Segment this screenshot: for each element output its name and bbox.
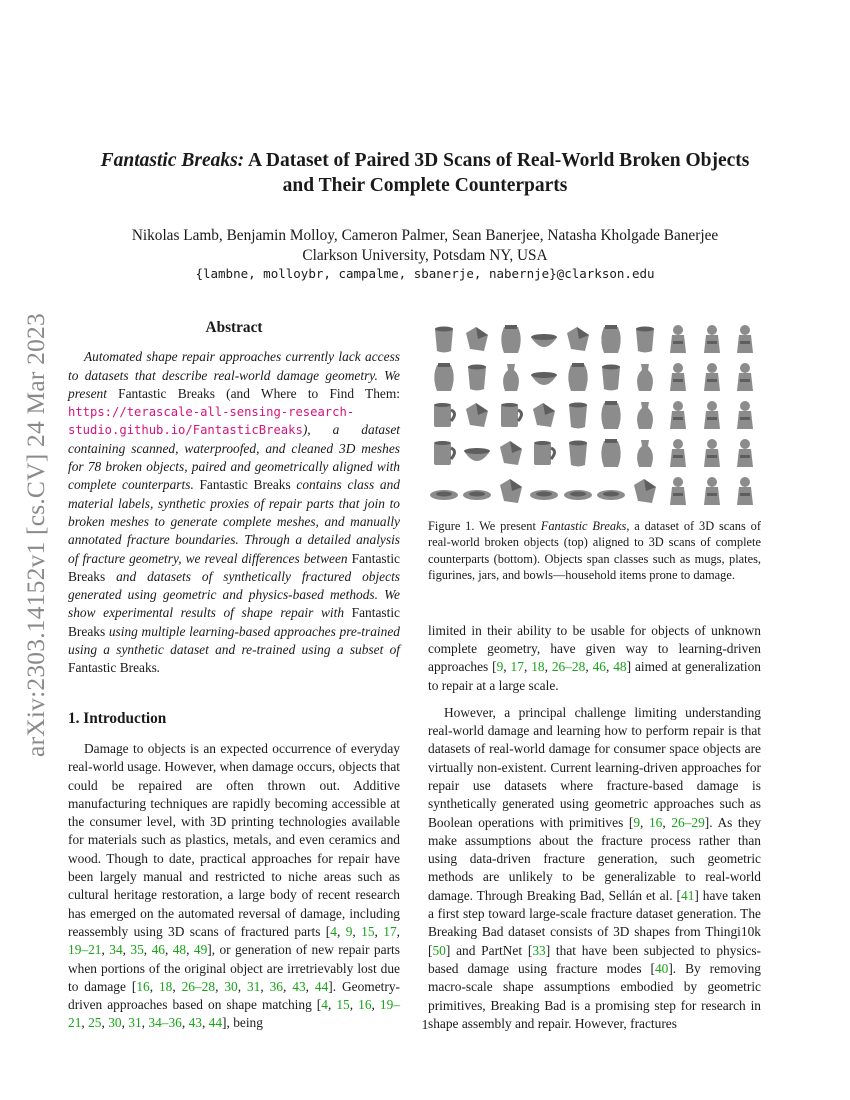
scan-object-cup-icon: [428, 322, 460, 358]
citation-link[interactable]: 34–36: [148, 1015, 182, 1031]
scan-object-cup-icon: [629, 322, 661, 358]
citation-separator: ,: [396, 923, 400, 939]
title-italic: Fantastic Breaks:: [100, 150, 245, 171]
scan-object-vase-icon: [629, 436, 661, 472]
scan-object-fig-icon: [730, 436, 762, 472]
scan-object-shard-icon: [529, 398, 561, 434]
citation-separator: ,: [523, 659, 532, 675]
citation-link[interactable]: 48: [172, 942, 187, 958]
scan-object-plate-icon: [529, 474, 561, 510]
citation-separator: ,: [585, 659, 593, 675]
citation-link[interactable]: 31: [246, 978, 261, 994]
citation-separator: ,: [186, 942, 194, 958]
citation-separator: ,: [260, 978, 270, 994]
intro-paragraph: [68, 740, 400, 1033]
body-seg: ]. By removing macro-scale shape assumptions embodied by geometric primitives, Breaking Bad is a promising step for research in shape assembly and repair. However, fractures: [428, 960, 761, 1031]
citation-link[interactable]: 30: [224, 978, 238, 994]
dataset-name: Fantastic Breaks: [118, 385, 215, 401]
citation-separator: ,: [101, 942, 110, 958]
citation-group: [633, 815, 704, 830]
citation-link[interactable]: 26–28: [551, 659, 586, 675]
citation-separator: ,: [503, 659, 511, 675]
scan-object-fig-icon: [696, 398, 728, 434]
scan-object-shard-icon: [462, 322, 494, 358]
scan-object-fig-icon: [663, 398, 695, 434]
citation-separator: ,: [605, 659, 614, 675]
citation-link[interactable]: 30: [108, 1015, 122, 1031]
citation-separator: ,: [352, 923, 362, 939]
citation-separator: ,: [544, 659, 552, 675]
citation-separator: ,: [327, 997, 337, 1013]
scan-object-fig-icon: [663, 360, 695, 396]
citation-separator: ,: [181, 1015, 189, 1031]
citation-link[interactable]: 9: [496, 659, 504, 675]
scan-object-plate-icon: [428, 474, 460, 510]
figure-1-caption: [428, 518, 761, 584]
citation-separator: ,: [662, 814, 672, 830]
citation-link[interactable]: 46: [151, 942, 165, 958]
citation-separator: ,: [305, 978, 315, 994]
scan-object-plate-icon: [562, 474, 594, 510]
scan-object-shard-icon: [495, 474, 527, 510]
arxiv-stamp: [6, 290, 66, 780]
citation-separator: ,: [149, 978, 159, 994]
citation-link[interactable]: 50: [432, 942, 446, 958]
scan-object-mug-icon: [495, 398, 527, 434]
scan-object-bowl-icon: [529, 360, 561, 396]
scan-object-vase-icon: [629, 398, 661, 434]
body-seg: ] and PartNet [: [445, 942, 533, 958]
intro-seg: Damage to objects is an expected occurrence of everyday real-world usage. However, when damage occurs, objects that could be repaired are often thrown out. Additive manufacturing techniques are rapidly becoming accessible at the consumer level, with 3D printing technologies available for materials such as plastics, metals, and even ceramics and wood. Though to date, practical approaches for repair have been largely manual and restricted to niche areas such as cultural heritage restoration, a large body of recent research has emerged on the automated reversal of damage, including reassembly using 3D scans of fractured parts [: [68, 740, 400, 939]
scan-object-bowl-icon: [462, 436, 494, 472]
figure-1-object-grid: [428, 322, 761, 510]
scan-object-fig-icon: [730, 360, 762, 396]
intro-seg: ]. Geometry-driven approaches based on shape matching [: [68, 978, 400, 1013]
citation-separator: ,: [201, 1015, 209, 1031]
body-seg: ]. As they make assumptions about the fracture process rather than using data-driven fracture generation, such geometric methods are unlikely to be generalizable to real-world damage. Through Breaking Bad, Sellán et al. [: [428, 814, 761, 903]
citation-separator: ,: [143, 942, 152, 958]
scan-object-fig-icon: [663, 436, 695, 472]
page-number: 1: [421, 1017, 429, 1032]
citation-link[interactable]: 44: [208, 1015, 223, 1031]
scan-object-vase-icon: [495, 360, 527, 396]
scan-object-plate-icon: [462, 474, 494, 510]
author-block: [60, 226, 790, 266]
citation-separator: ,: [164, 942, 173, 958]
caption-seg: , a dataset of 3D scans of real-world broken objects (top) aligned to 3D scans of complete counterparts (bottom). Objects span classes such as mugs, plates, figurines, jars, and bowls—household items prone to damage.: [428, 519, 761, 583]
citation-separator: ,: [349, 997, 359, 1013]
citation-link[interactable]: 31: [128, 1015, 142, 1031]
scan-object-cup-icon: [562, 398, 594, 434]
citation-separator: ,: [283, 978, 293, 994]
scan-object-cup-icon: [596, 360, 628, 396]
citation-link[interactable]: 49: [193, 942, 208, 958]
citation-separator: ,: [81, 1015, 89, 1031]
body-paragraph: [428, 704, 761, 1033]
caption-dataset-name: Fantastic Breaks: [540, 519, 627, 533]
citation-link[interactable]: 15: [336, 997, 350, 1013]
scan-object-fig-icon: [730, 474, 762, 510]
citation-link[interactable]: 16: [358, 997, 372, 1013]
citation-separator: ,: [374, 923, 384, 939]
scan-object-mug-icon: [428, 436, 460, 472]
intro-seg: ], being: [222, 1015, 263, 1031]
citation-separator: ,: [101, 1015, 109, 1031]
scan-object-mug-icon: [529, 436, 561, 472]
citation-separator: ,: [121, 1015, 129, 1031]
citation-link[interactable]: 44: [314, 978, 329, 994]
scan-object-fig-icon: [663, 474, 695, 510]
citation-link[interactable]: 25: [88, 1015, 102, 1031]
abstract-seg: (and Where to Find Them:: [214, 385, 400, 401]
scan-object-fig-icon: [696, 474, 728, 510]
scan-object-fig-icon: [663, 322, 695, 358]
scan-object-jar-icon: [596, 398, 628, 434]
body-seg: ] aimed at generalization to repair at a large scale.: [428, 659, 761, 693]
title-line1: A Dataset of Paired 3D Scans of Real-World Broken Objects: [244, 150, 750, 171]
citation-group: [136, 979, 328, 994]
citation-separator: ,: [336, 923, 346, 939]
citation-link[interactable]: 36: [269, 978, 283, 994]
citation-separator: ,: [640, 814, 649, 830]
citation-link[interactable]: 19–21: [68, 942, 102, 958]
abstract-seg: .: [156, 660, 161, 676]
citation-link[interactable]: 17: [510, 659, 524, 675]
scan-object-shard-icon: [462, 398, 494, 434]
caption-seg: Figure 1. We present: [428, 519, 541, 533]
citation-link[interactable]: 43: [188, 1015, 202, 1031]
citation-link[interactable]: 46: [592, 659, 606, 675]
scan-object-cup-icon: [462, 360, 494, 396]
citation-group: [497, 659, 627, 674]
dataset-name: Fantastic Breaks: [68, 660, 157, 676]
dataset-name: Fantastic Breaks: [68, 550, 400, 584]
citation-link[interactable]: 9: [633, 814, 641, 830]
citation-link[interactable]: 4: [321, 997, 328, 1013]
abstract-seg: ), a dataset containing scanned, waterproofed, and cleaned 3D meshes for 78 broken objects, paired and geometrically aligned with complete counterparts.: [68, 422, 400, 493]
abstract-text: [68, 348, 400, 677]
dataset-name: Fantastic Breaks: [199, 477, 291, 493]
citation-separator: ,: [122, 942, 131, 958]
citation-link[interactable]: 19–21: [68, 997, 401, 1031]
arxiv-id: arXiv:2303.14152v1 [cs.CV] 24 Mar 2023: [21, 313, 51, 757]
citation-link[interactable]: 26–28: [181, 978, 216, 994]
citation-link[interactable]: 26–29: [671, 814, 705, 830]
paper-title: [60, 148, 790, 198]
scan-object-cup-icon: [562, 436, 594, 472]
abstract-heading: Abstract: [205, 319, 263, 336]
citation-link[interactable]: 43: [292, 978, 306, 994]
citation-link[interactable]: 9: [345, 923, 353, 939]
author-emails: {lambne, molloybr, campalme, sbanerje, nabernje}@clarkson.edu: [195, 266, 655, 281]
abstract-seg: contains class and material labels, synthetic proxies of repair parts that join to broken meshes to generate complete meshes, and manually annotated fracture boundaries. Through a detailed analysis of fracture geometry, we reveal differences between: [68, 477, 400, 566]
body-seg: limited in their ability to be usable for objects of unknown complete geometry, have given way to learning-driven approaches [: [428, 622, 761, 675]
right-column: [428, 318, 761, 1033]
scan-object-jar-icon: [596, 322, 628, 358]
scan-object-jar-icon: [495, 322, 527, 358]
citation-link[interactable]: 4: [330, 923, 337, 939]
citation-link[interactable]: 33: [532, 942, 546, 958]
citation-link[interactable]: 40: [654, 960, 669, 976]
scan-object-mug-icon: [428, 398, 460, 434]
scan-object-fig-icon: [696, 322, 728, 358]
citation-link[interactable]: 15: [361, 923, 375, 939]
body-seg: ] have taken a first step toward large-scale fracture dataset generation. The Breaking Bad dataset consists of 3D shapes from Thingi10k [: [428, 887, 761, 958]
scan-object-shard-icon: [562, 322, 594, 358]
scan-object-shard-icon: [629, 474, 661, 510]
citation-link[interactable]: 16: [136, 978, 150, 994]
affiliation: Clarkson University, Potsdam NY, USA: [302, 247, 548, 264]
scan-object-fig-icon: [730, 398, 762, 434]
citation-link[interactable]: 35: [130, 942, 144, 958]
scan-object-bowl-icon: [529, 322, 561, 358]
author-list: Nikolas Lamb, Benjamin Molloy, Cameron Palmer, Sean Banerjee, Natasha Kholgade Banerjee: [131, 227, 719, 244]
scan-object-jar-icon: [562, 360, 594, 396]
project-url-link[interactable]: https://terascale-all-sensing-research-studio.github.io/FantasticBreaks: [68, 405, 355, 438]
abstract-seg: and datasets of synthetically fractured objects generated using geometric and physics-based methods. We show experimental results of shape repair with: [68, 568, 400, 621]
citation-separator: ,: [371, 997, 380, 1013]
abstract-seg: using multiple learning-based approaches pre-trained using a synthetic dataset and re-trained using a subset of: [68, 623, 400, 658]
citation-separator: ,: [237, 978, 247, 994]
scan-object-jar-icon: [596, 436, 628, 472]
intro-seg: ], or generation of new repair parts when portions of the original object are irretrievably lost due to damage [: [68, 942, 400, 994]
scan-object-fig-icon: [696, 436, 728, 472]
citation-separator: ,: [141, 1015, 149, 1031]
citation-link[interactable]: 18: [531, 659, 545, 675]
left-column: [68, 318, 400, 1033]
citation-link[interactable]: 16: [648, 814, 663, 830]
body-seg: ] that have been subjected to physics-based damage using fracture modes [: [428, 942, 761, 976]
citation-link[interactable]: 34: [109, 942, 123, 958]
title-line2: and Their Complete Counterparts: [282, 175, 568, 196]
body-paragraph: [428, 622, 761, 695]
body-seg: However, a principal challenge limiting understanding real-world damage and learning how to perform repair is that datasets of real-world damage for consumer space objects are virtually non-existent. Current learning-driven approaches for repair use datasets where fracture-based damage is synthetically generated using geometric approaches such as Boolean operations with primitives [: [428, 704, 761, 830]
scan-object-fig-icon: [696, 360, 728, 396]
scan-object-vase-icon: [629, 360, 661, 396]
citation-separator: ,: [172, 978, 182, 994]
scan-object-plate-icon: [596, 474, 628, 510]
citation-link[interactable]: 18: [158, 978, 173, 994]
scan-object-shard-icon: [495, 436, 527, 472]
dataset-name: Fantastic Breaks: [68, 605, 400, 639]
section-heading-introduction: 1. Introduction: [68, 709, 167, 727]
citation-link[interactable]: 48: [613, 659, 627, 675]
scan-object-fig-icon: [730, 322, 762, 358]
citation-link[interactable]: 41: [681, 887, 695, 903]
citation-separator: ,: [215, 978, 225, 994]
scan-object-jar-icon: [428, 360, 460, 396]
abstract-seg: Automated shape repair approaches currently lack access to datasets that describe real-world damage geometry. We present: [68, 349, 400, 401]
citation-link[interactable]: 17: [383, 923, 397, 939]
